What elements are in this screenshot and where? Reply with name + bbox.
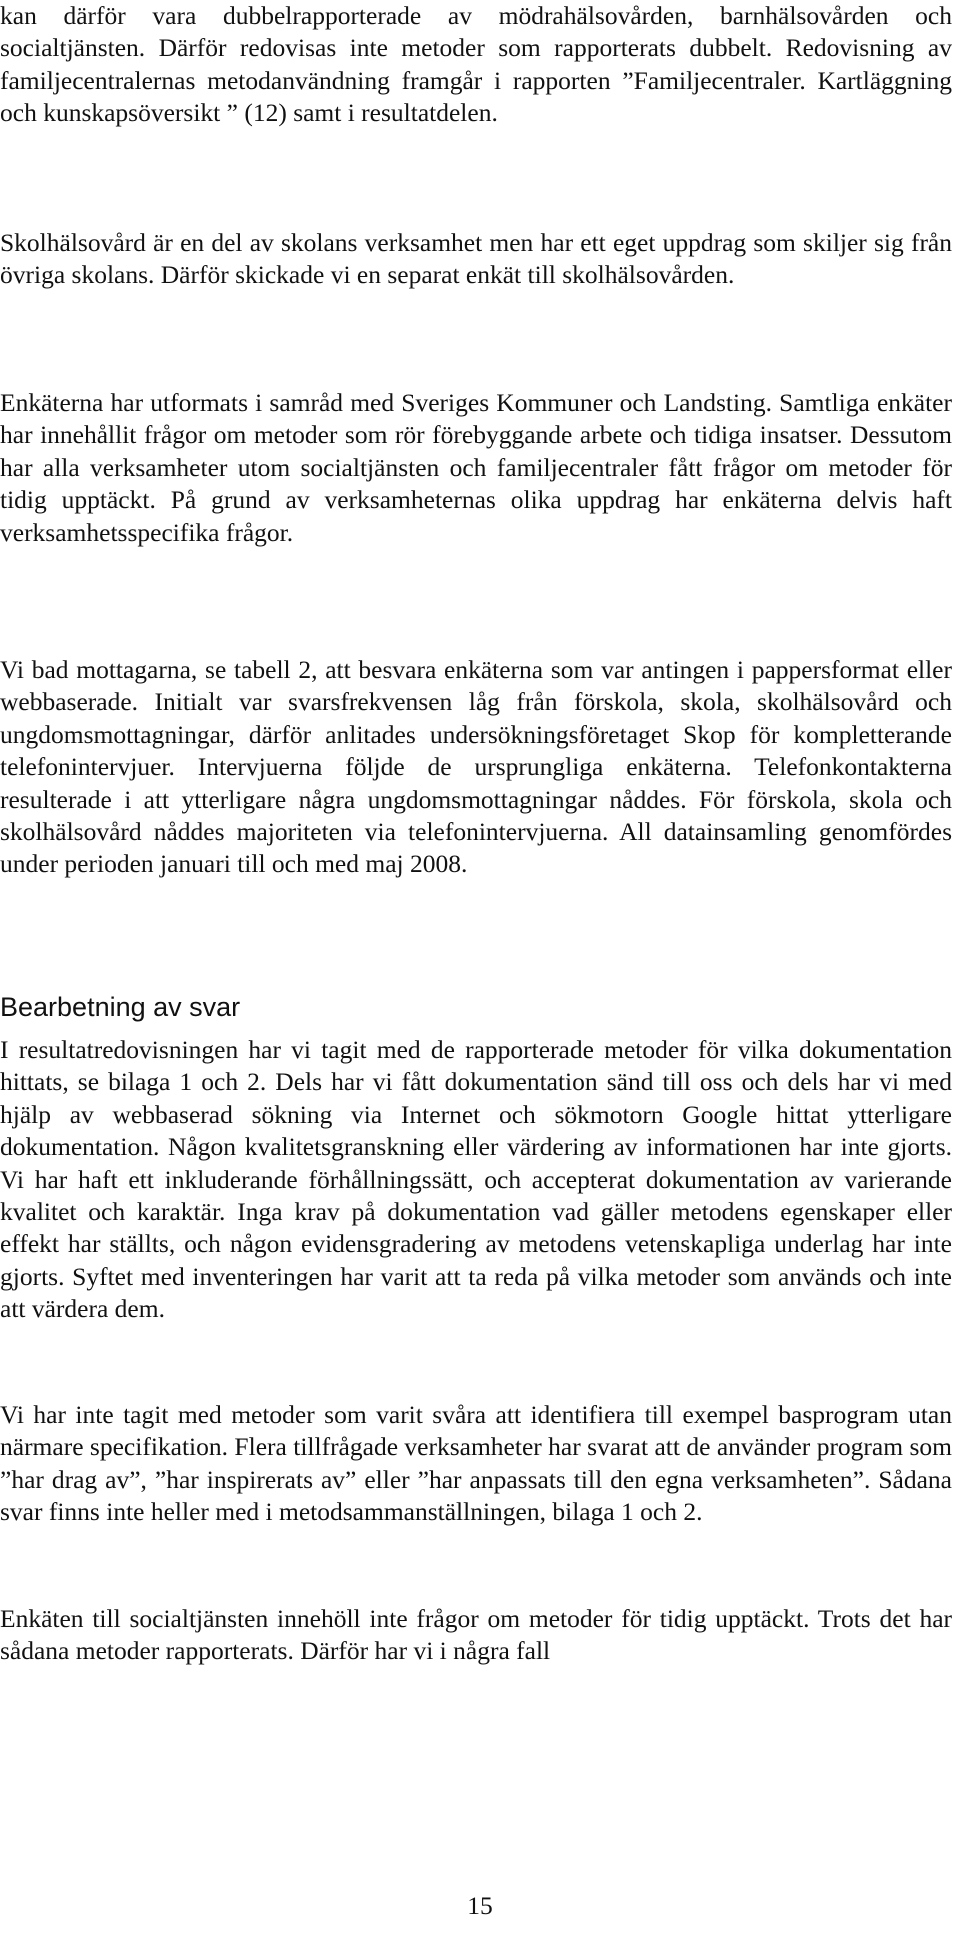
page-number: 15 (467, 1891, 493, 1920)
paragraph-school-health: Skolhälsovård är en del av skolans verksamhet men har ett eget uppdrag som skiljer sig från övriga skolans. Därför skickade vi en separat enkät till skolhälsovården. (0, 228, 952, 290)
paragraph-social-services: Enkäten till socialtjänsten innehöll inte frågor om metoder för tidig upptäckt. Trots det har sådana metoder rapporterats. Därför har vi i några fall (0, 1604, 952, 1666)
paragraph-survey-design: Enkäterna har utformats i samråd med Sveriges Kommuner och Landsting. Samtliga enkäter har innehållit frågor om metoder som rör förebyggande arbete och tidiga insatser. Dessutom har alla verksamheter utom socialtjänsten och familjecentraler fått frågor om metoder för tidig upptäckt. På grund av verksamheternas olika uppdrag har enkäterna delvis haft verksamhetsspecifika frågor. (0, 388, 952, 547)
paragraph-excluded-methods: Vi har inte tagit med metoder som varit svåra att identifiera till exempel basprogram utan närmare specifikation. Flera tillfrågade verksamheter har svarat att de använder program som ”har drag av”, ”har inspirerats av” eller ”har anpassats till den egna verksamheten”. Sådana svar finns inte heller med i metodsammanställningen, bilaga 1 och 2. (0, 1400, 952, 1527)
paragraph-double-reporting: kan därför vara dubbelrapporterade av mödrahälsovården, barnhälsovården och socialtjänsten. Därför redovisas inte metoder som rapporterats dubbelt. Redovisning av familjecentralernas metodanvändning framgår i rapporten ”Familjecentraler. Kartläggning och kunskapsöversikt ” (12) samt i resultatdelen. (0, 1, 952, 128)
paragraph-data-collection: Vi bad mottagarna, se tabell 2, att besvara enkäterna som var antingen i pappersformat eller webbaserade. Initialt var svarsfrekvensen låg från förskola, skola, skolhälsovård och ungdomsmottagningar, därför anlitades undersökningsföretaget Skop för kompletterande telefonintervjuer. Intervjuerna följde de ursprungliga enkäterna. Telefonkontakterna resulterade i att ytterligare några ungdomsmottagningar nåddes. För förskola, skola och skolhälsovård nåddes majoriteten via telefonintervjuerna. All datainsamling genomfördes under perioden januari till och med maj 2008. (0, 655, 952, 879)
paragraph-results-reporting: I resultatredovisningen har vi tagit med de rapporterade metoder för vilka dokumentation hittats, se bilaga 1 och 2. Dels har vi fått dokumentation sänd till oss och dels har vi med hjälp av webbaserad sökning via Internet och sökmotorn Google hittat ytterligare dokumentation. Någon kvalitetsgranskning eller värdering av informationen har inte gjorts. Vi har haft ett inkluderande förhållningssätt, och accepterat dokumentation av varierande kvalitet och karaktär. Inga krav på dokumentation vad gäller metodens egenskaper eller effekt har ställts, och någon evidensgradering av metodens vetenskapliga underlag har inte gjorts. Syftet med inventeringen har varit att ta reda på vilka metoder som används och inte att värdera dem. (0, 1035, 952, 1324)
section-heading: Bearbetning av svar (0, 992, 241, 1022)
